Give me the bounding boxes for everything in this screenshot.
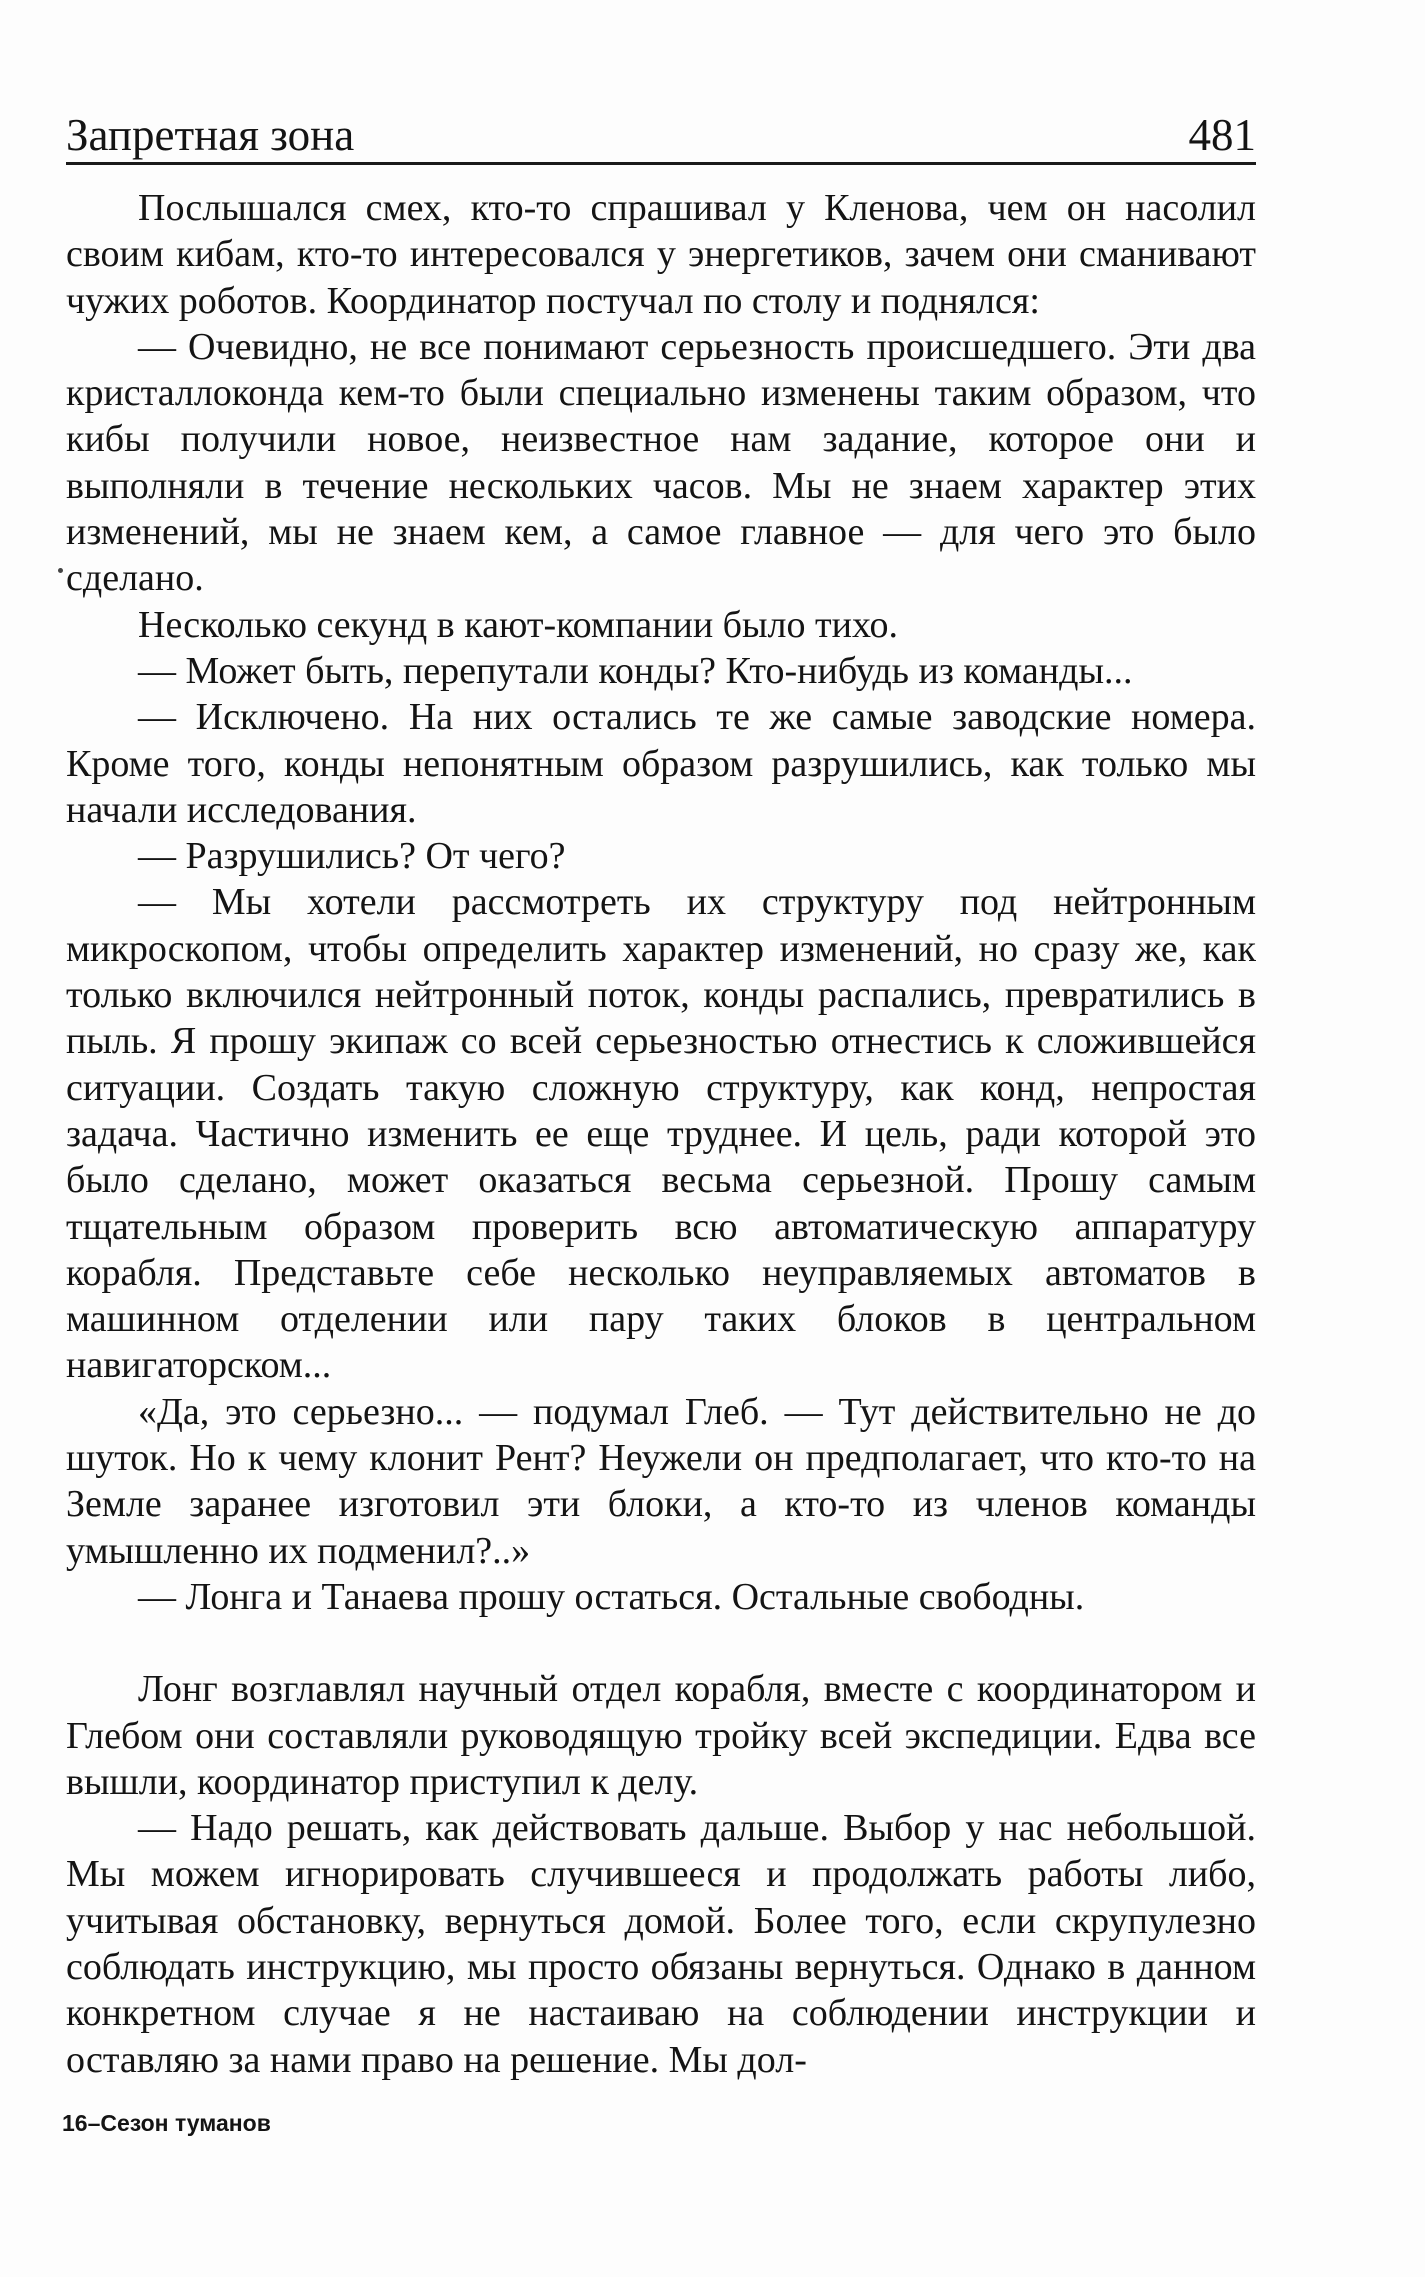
print-speck	[58, 568, 63, 573]
paragraph: Несколько секунд в кают-компании было тихо.	[138, 603, 898, 646]
paragraph: — Надо решать, как действовать дальше. Выбор у нас небольшой. Мы можем игнорировать случившееся и продолжать работы либо, учитывая обстановку, вернуться домой. Более того, если скрупулезно соблюдать инструкцию, мы просто обязаны вернуться. Однако в данном конкретном случае я не настаиваю на соблюдении инструкции и оставляю за нами право на решение. Мы дол-	[66, 1807, 1256, 2081]
running-header	[66, 100, 1256, 165]
printer-signature: 16–Сезон туманов	[62, 2110, 271, 2136]
page-number: 481	[1188, 110, 1256, 160]
paragraph: Лонг возглавлял научный отдел корабля, вместе с координатором и Глебом они составляли руководящую тройку всей экспедиции. Едва все вышли, координатор приступил к делу.	[66, 1668, 1256, 1803]
paragraph: — Разрушились? От чего?	[138, 835, 566, 878]
paragraph: «Да, это серьезно... — подумал Глеб. — Тут действительно не до шуток. Но к чему клонит Рент? Неужели он предполагает, что кто-то на Земле заранее изготовил эти блоки, а кто-то из членов команды умышленно их подменил?..»	[66, 1390, 1256, 1572]
paragraph: — Лонга и Танаева прошу остаться. Остальные свободны.	[138, 1575, 1085, 1618]
paragraph: — Мы хотели рассмотреть их структуру под нейтронным микроскопом, чтобы определить характер изменений, но сразу же, как только включился нейтронный поток, конды распались, превратились в пыль. Я прошу экипаж со всей серьезностью отнестись к сложившейся ситуации. Создать такую сложную структуру, как конд, непростая задача. Частично изменить ее еще труднее. И цель, ради которой это было сделано, может оказаться весьма серьезной. Прошу самым тщательным образом проверить всю автоматическую аппаратуру корабля. Представьте себе несколько неуправляемых автоматов в машинном отделении или пару таких блоков в центральном навигаторском...	[66, 881, 1256, 1387]
paragraph: — Исключено. На них остались те же самые заводские номера. Кроме того, конды непонятным образом разрушились, как только мы начали исследования.	[66, 696, 1256, 831]
chapter-title: Запретная зона	[66, 110, 355, 160]
paragraph: Послышался смех, кто-то спрашивал у Кленова, чем он насолил своим кибам, кто-то интересовался у энергетиков, зачем они сманивают чужих роботов. Координатор постучал по столу и поднялся:	[66, 187, 1256, 322]
paragraph: — Очевидно, не все понимают серьезность происшедшего. Эти два кристаллоконда кем-то были специально изменены таким образом, что кибы получили новое, неизвестное нам задание, которое они и выполняли в течение нескольких часов. Мы не знаем характер этих изменений, мы не знаем кем, а самое главное — для чего это было сделано.	[66, 325, 1256, 600]
body-text	[66, 185, 1256, 2083]
paragraph: — Может быть, перепутали конды? Кто-нибудь из команды...	[138, 649, 1133, 692]
